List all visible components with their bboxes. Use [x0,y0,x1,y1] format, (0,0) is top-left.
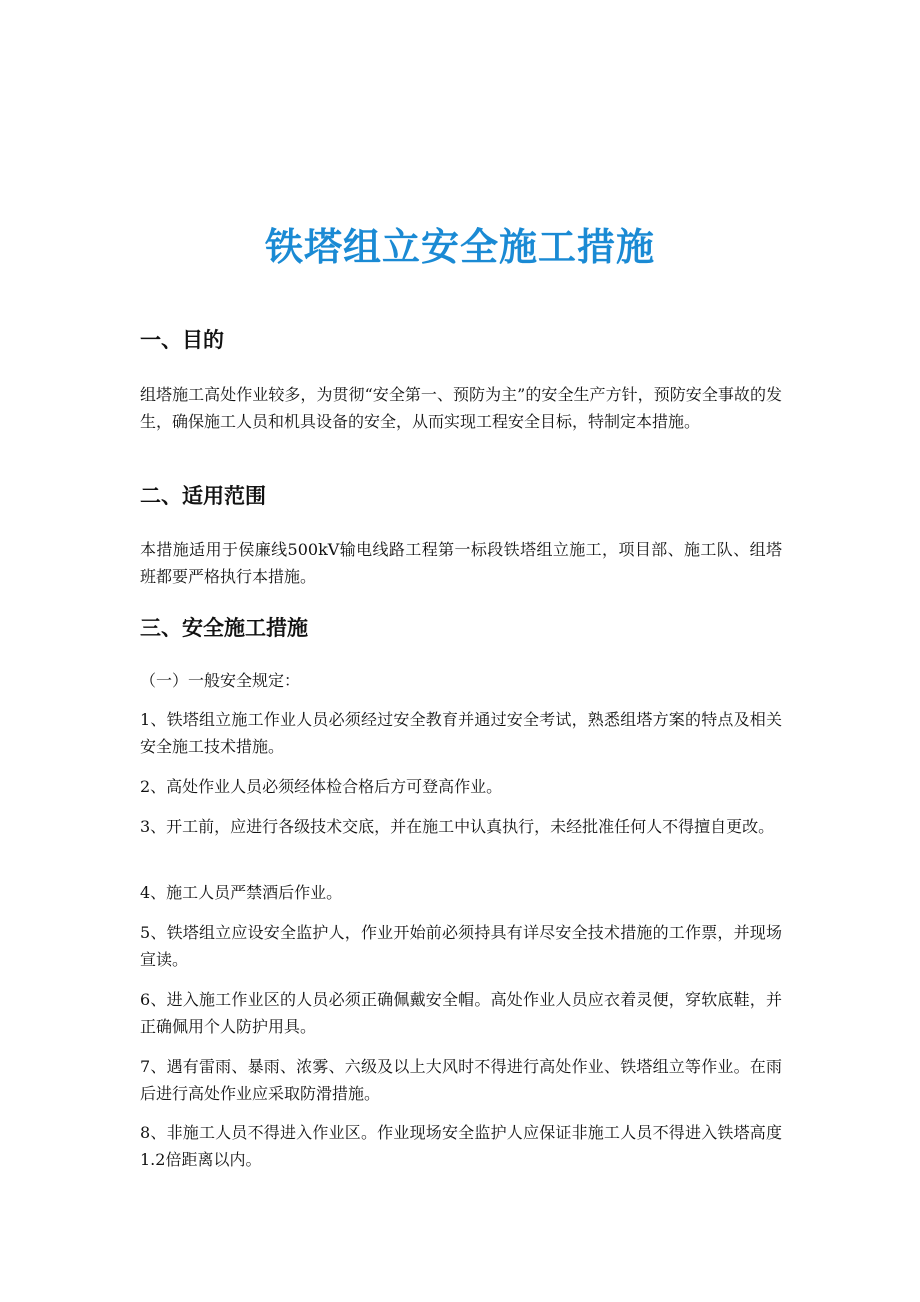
section-heading-scope: 二、适用范围 [140,484,266,508]
rule-item-6: 6、进入施工作业区的人员必须正确佩戴安全帽。高处作业人员应衣着灵便，穿软底鞋，并正确佩用个人防护用具。 [140,990,782,1036]
scope-paragraph: 本措施适用于侯廉线500kV输电线路工程第一标段铁塔组立施工，项目部、施工队、组塔班都要严格执行本措施。 [140,540,782,586]
rule-item-2: 2、高处作业人员必须经体检合格后方可登高作业。 [140,777,503,796]
document-title: 铁塔组立安全施工措施 [264,225,655,270]
rule-item-8: 8、非施工人员不得进入作业区。作业现场安全监护人应保证非施工人员不得进入铁塔高度1.2倍距离以内。 [140,1123,782,1169]
rule-item-7: 7、遇有雷雨、暴雨、浓雾、六级及以上大风时不得进行高处作业、铁塔组立等作业。在雨后进行高处作业应采取防滑措施。 [140,1057,782,1103]
rule-item-3: 3、开工前，应进行各级技术交底，并在施工中认真执行，未经批准任何人不得擅自更改。 [140,817,775,836]
general-rules-label: （一）一般安全规定： [140,671,301,690]
rule-item-1: 1、铁塔组立施工作业人员必须经过安全教育并通过安全考试，熟悉组塔方案的特点及相关安全施工技术措施。 [140,710,782,756]
rule-item-4: 4、施工人员严禁酒后作业。 [140,883,343,902]
section-heading-measures: 三、安全施工措施 [140,616,308,640]
purpose-paragraph: 组塔施工高处作业较多，为贯彻“安全第一、预防为主”的安全生产方针，预防安全事故的发生，确保施工人员和机具设备的安全，从而实现工程安全目标，特制定本措施。 [140,385,782,431]
section-heading-purpose: 一、目的 [140,328,224,352]
rule-item-5: 5、铁塔组立应设安全监护人，作业开始前必须持具有详尽安全技术措施的工作票，并现场宣读。 [140,923,782,969]
